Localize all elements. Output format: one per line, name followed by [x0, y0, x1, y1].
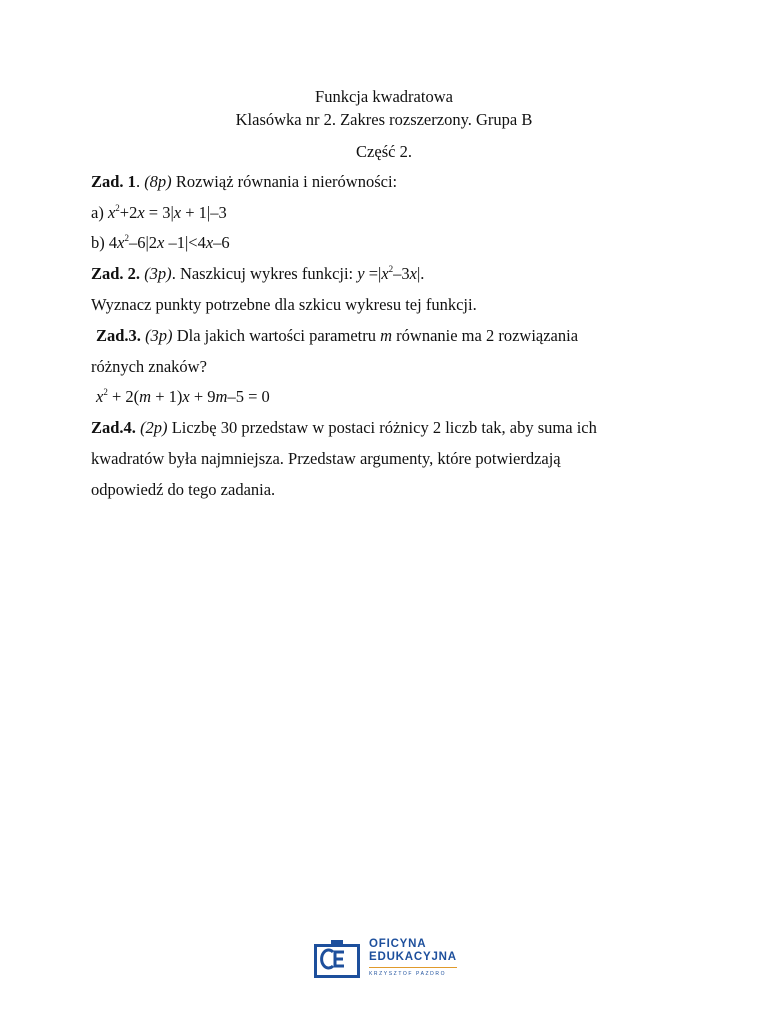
- task-3-equation: $x^2 + 2(m + 1)x + 9m-5 = 0$: [96, 387, 270, 406]
- task-3-points: (3p): [145, 326, 173, 345]
- logo-divider: [369, 967, 457, 968]
- task-3-header: Zad.3. (3p) Dla jakich wartości parametru m równanie ma 2 rozwiązania: [96, 326, 579, 345]
- logo-subtitle: KRZYSZTOF PAZDRO: [369, 971, 447, 977]
- task-3-line-2: różnych znaków?: [91, 357, 207, 376]
- logo-word-edukacyjna: EDUKACYJNA: [369, 951, 457, 963]
- task-1-item-b: b) $4x^2-6|2x$ –1|<4x–6: [91, 233, 230, 252]
- part-heading: Część 2.: [356, 142, 412, 161]
- logo-text: [369, 938, 457, 977]
- document-subtitle: Klasówka nr 2. Zakres rozszerzony. Grupa B: [235, 110, 533, 129]
- task-2-points: (3p): [144, 264, 172, 283]
- task-1-header: Zad. 1. (8p) Rozwiąż równania i nierówności:: [91, 172, 398, 191]
- task-4-line-2: kwadratów była najmniejsza. Przedstaw argumenty, które potwierdzają: [91, 449, 561, 468]
- task-1-item-a: a) $x^2+2x = 3|x + 1|-3$: [91, 203, 227, 222]
- logo-word-oficyna: OFICYNA: [369, 938, 427, 950]
- task-2-instruction: Wyznacz punkty potrzebne dla szkicu wykresu tej funkcji.: [91, 295, 477, 314]
- task-1-label: Zad. 1: [91, 172, 136, 191]
- task-4-label: Zad.4.: [91, 418, 136, 437]
- oe-logo-icon: [314, 940, 360, 978]
- task-4-header: Zad.4. (2p) Liczbę 30 przedstaw w postaci różnicy 2 liczb tak, aby suma ich: [91, 418, 597, 437]
- task-2-header: Zad. 2. (3p). Naszkicuj wykres funkcji: $y =|x^2-3x|$.: [91, 264, 425, 283]
- task-3-label: Zad.3.: [96, 326, 141, 345]
- task-4-points: (2p): [140, 418, 168, 437]
- publisher-logo: [314, 938, 464, 982]
- document-title: Funkcja kwadratowa: [315, 87, 453, 106]
- task-1-points: (8p): [144, 172, 172, 191]
- task-2-label: Zad. 2.: [91, 264, 141, 283]
- task-4-line-3: odpowiedź do tego zadania.: [91, 480, 276, 499]
